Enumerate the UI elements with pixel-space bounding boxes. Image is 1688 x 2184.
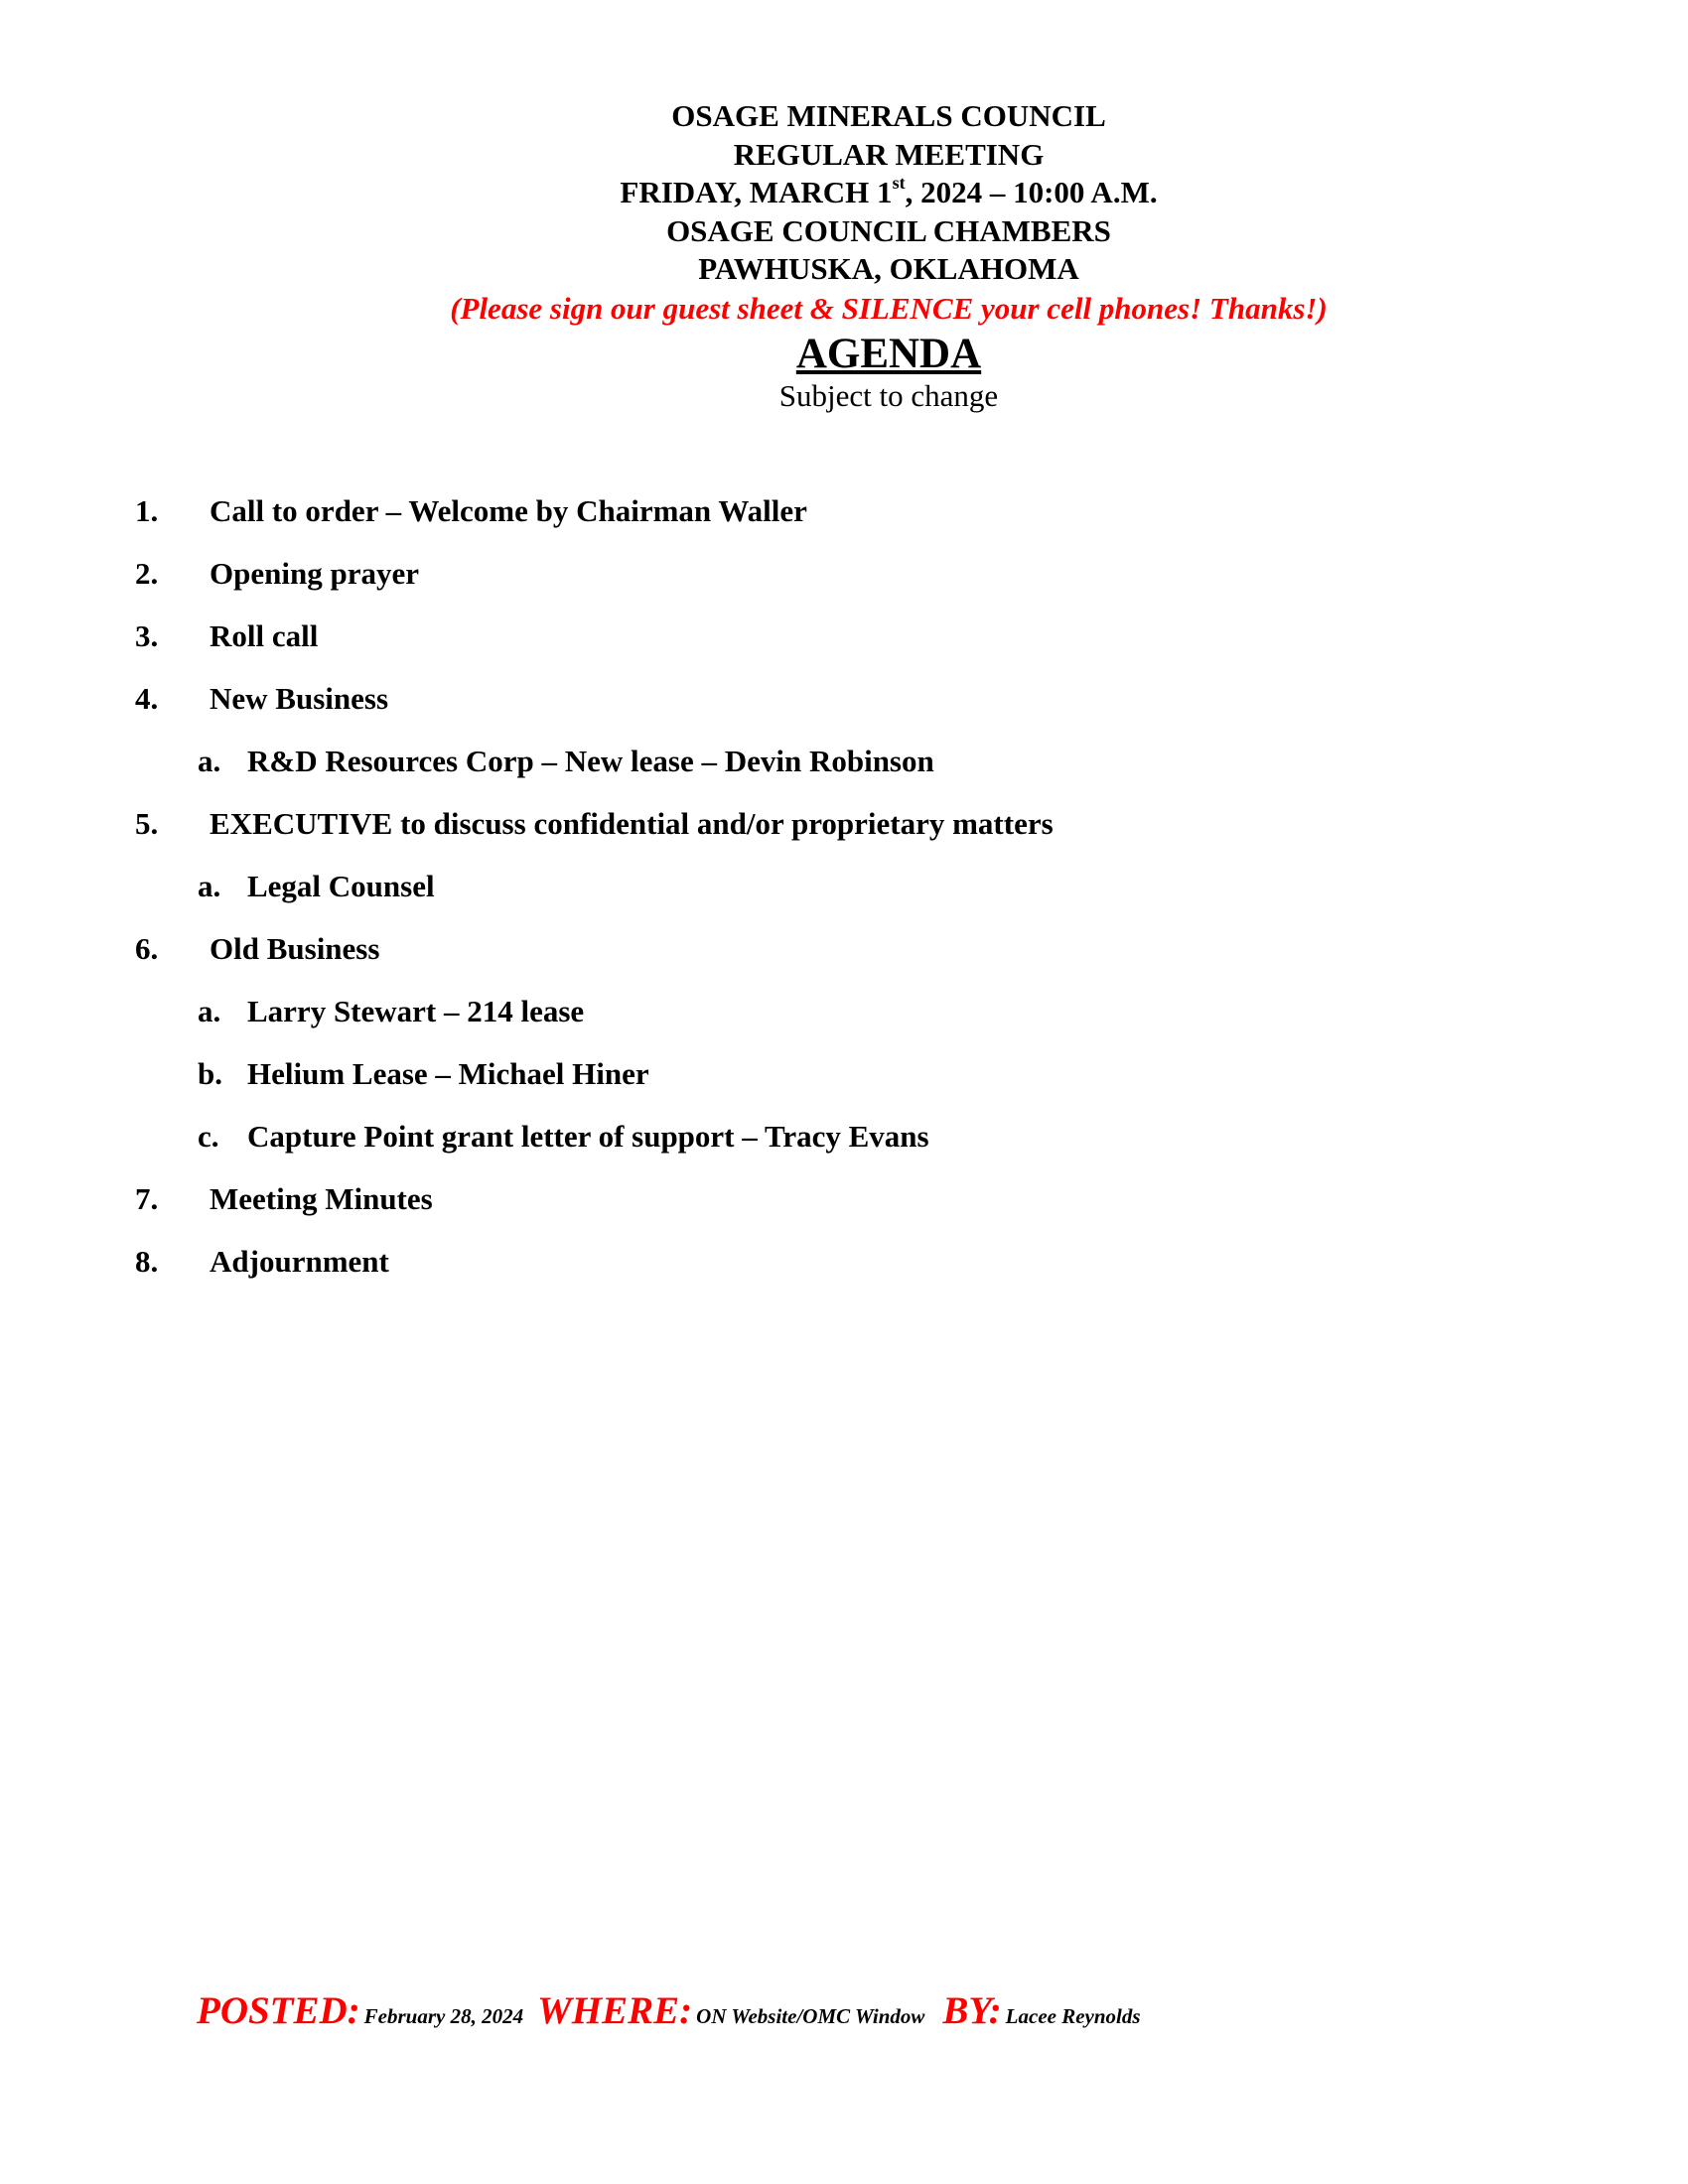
meeting-date-ordinal: st — [892, 172, 906, 193]
subitem-letter: a. — [198, 869, 221, 903]
item-number: 5. — [135, 806, 159, 841]
where-value: ON Website/OMC Window — [696, 2004, 925, 2028]
guest-notice: (Please sign our guest sheet & SILENCE your cell phones! Thanks!) — [450, 290, 1328, 326]
where-label: WHERE: — [537, 1989, 693, 2032]
agenda-subitem — [198, 1119, 929, 1155]
item-text: Opening prayer — [210, 556, 419, 591]
item-number: 6. — [135, 931, 159, 966]
meeting-city: PAWHUSKA, OKLAHOMA — [698, 251, 1079, 286]
item-text: R&D Resources Corp – New lease – Devin Robinson — [247, 744, 934, 778]
item-number: 3. — [135, 618, 159, 653]
item-text: EXECUTIVE to discuss confidential and/or proprietary matters — [210, 806, 1054, 841]
item-text: Old Business — [210, 931, 380, 966]
item-number: 8. — [135, 1244, 159, 1279]
agenda-subitem — [198, 869, 435, 904]
meeting-location: OSAGE COUNCIL CHAMBERS — [666, 212, 1111, 248]
meeting-date-time: , 2024 – 10:00 A.M. — [905, 175, 1158, 209]
item-text: New Business — [210, 681, 389, 716]
agenda-item — [135, 806, 1054, 842]
item-text: Meeting Minutes — [210, 1181, 433, 1216]
item-text: Helium Lease – Michael Hiner — [247, 1056, 649, 1091]
agenda-subtitle: Subject to change — [778, 377, 999, 413]
agenda-title: AGENDA — [795, 330, 982, 377]
organization-name: OSAGE MINERALS COUNCIL — [671, 98, 1106, 133]
agenda-item — [135, 493, 807, 529]
agenda-item — [135, 618, 318, 654]
agenda-item — [135, 681, 388, 717]
agenda-item — [135, 1181, 433, 1217]
item-text: Legal Counsel — [247, 869, 435, 903]
posted-by: Lacee Reynolds — [1005, 2004, 1141, 2028]
agenda-item — [135, 556, 419, 592]
agenda-subitem — [198, 1056, 649, 1092]
item-text: Capture Point grant letter of support – Tracy Evans — [247, 1119, 929, 1154]
item-text: Adjournment — [210, 1244, 389, 1279]
subitem-letter: c. — [198, 1119, 219, 1154]
document-header — [0, 97, 1688, 414]
item-number: 1. — [135, 493, 159, 528]
posting-footer — [197, 1988, 1141, 2033]
posted-label: POSTED: — [197, 1989, 360, 2032]
posted-date: February 28, 2024 — [363, 2004, 524, 2028]
meeting-date — [0, 174, 1688, 212]
subitem-letter: a. — [198, 994, 221, 1028]
item-text: Roll call — [210, 618, 319, 653]
agenda-subitem — [198, 994, 584, 1029]
item-number: 4. — [135, 681, 159, 716]
agenda-item — [135, 1244, 389, 1280]
subitem-letter: a. — [198, 744, 221, 778]
subitem-letter: b. — [198, 1056, 222, 1091]
item-text: Larry Stewart – 214 lease — [247, 994, 585, 1028]
agenda-subitem — [198, 744, 934, 779]
item-number: 2. — [135, 556, 159, 591]
item-text: Call to order – Welcome by Chairman Waller — [210, 493, 807, 528]
item-number: 7. — [135, 1181, 159, 1216]
agenda-item — [135, 931, 379, 967]
by-label: BY: — [942, 1989, 1002, 2032]
meeting-date-main: FRIDAY, MARCH 1 — [620, 175, 893, 209]
meeting-type: REGULAR MEETING — [733, 136, 1045, 172]
